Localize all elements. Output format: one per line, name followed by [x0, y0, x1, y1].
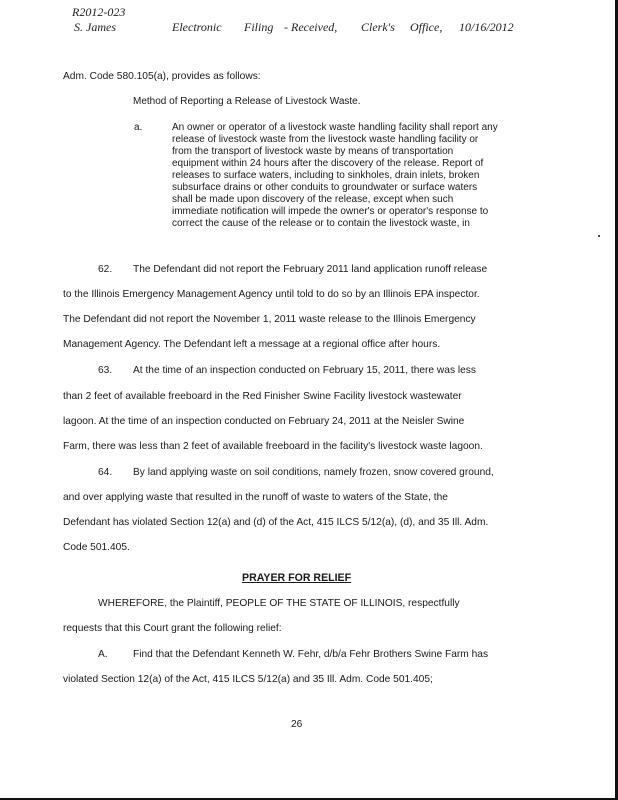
- relief-item-a: Find that the Defendant Kenneth W. Fehr, d/b/a Fehr Brothers Swine Farm has: [133, 649, 489, 660]
- relief-item-marker: A.: [98, 649, 108, 660]
- paragraph-line: Management Agency. The Defendant left a message at a regional office after hours.: [63, 339, 441, 350]
- paragraph-line: to the Illinois Emergency Management Agency until told to do so by an Illinois EPA inspector.: [63, 289, 480, 300]
- quote-item-marker: a.: [134, 122, 143, 133]
- paragraph-line: than 2 feet of available freeboard in the Red Finisher Swine Facility livestock wastewater: [63, 391, 462, 402]
- scan-mark: [598, 235, 600, 237]
- paragraph-line: and over applying waste that resulted in the runoff of waste to waters of the State, the: [63, 492, 448, 503]
- relief-item-a-continued: violated Section 12(a) of the Act, 415 ILCS 5/12(a) and 35 Ill. Adm. Code 501.405;: [63, 674, 433, 685]
- paragraph-line: The Defendant did not report the February 2011 land application runoff release: [133, 264, 488, 275]
- quote-line: releases to surface waters, including to sinkholes, drain inlets, broken: [172, 170, 480, 181]
- prayer-request: requests that this Court grant the following relief:: [63, 623, 282, 634]
- quote-line: equipment within 24 hours after the discovery of the release. Report of: [172, 158, 484, 169]
- quote-line: release of livestock waste from the livestock waste handling facility or: [172, 134, 479, 145]
- quote-line: from the transport of livestock waste by means of transportation: [172, 146, 454, 157]
- page-number: 26: [291, 719, 303, 730]
- stamp-received: - Received,: [284, 20, 338, 34]
- paragraph-line: Farm, there was less than 2 feet of available freeboard in the facility's livestock waste lagoon.: [63, 441, 483, 452]
- paragraph-line: The Defendant did not report the November 1, 2011 waste release to the Illinois Emergency: [63, 314, 476, 325]
- intro-line: Adm. Code 580.105(a), provides as follows:: [63, 71, 261, 82]
- quote-title: Method of Reporting a Release of Livestock Waste.: [133, 96, 361, 107]
- paragraph-line: Defendant has violated Section 12(a) and (d) of the Act, 415 ILCS 5/12(a), (d), and 35 Ill. Adm.: [63, 517, 489, 528]
- paragraph-line: lagoon. At the time of an inspection conducted on February 24, 2011 at the Neisler Swine: [63, 416, 465, 427]
- paragraph-number: 64.: [98, 467, 113, 478]
- quote-line: correct the cause of the release or to contain the livestock waste, in: [172, 218, 470, 229]
- paragraph-line: At the time of an inspection conducted on February 15, 2011, there was less: [133, 365, 476, 376]
- paragraph-line: Code 501.405.: [63, 542, 130, 553]
- stamp-clerks: Clerk's: [361, 20, 395, 34]
- quote-line: An owner or operator of a livestock waste handling facility shall report any: [172, 122, 498, 133]
- stamp-electronic: Electronic: [172, 20, 222, 34]
- clerk-name: S. James: [74, 20, 116, 34]
- paragraph-number: 62.: [98, 264, 113, 275]
- quote-line: shall be made upon discovery of the release, except when such: [172, 194, 454, 205]
- docket-number: R2012-023: [72, 5, 126, 19]
- prayer-heading: PRAYER FOR RELIEF: [242, 572, 352, 584]
- quote-line: subsurface drains or other conduits to groundwater or surface waters: [172, 182, 478, 193]
- filing-date: 10/16/2012: [459, 20, 514, 34]
- stamp-office: Office,: [410, 20, 443, 34]
- prayer-wherefore: WHEREFORE, the Plaintiff, PEOPLE OF THE STATE OF ILLINOIS, respectfully: [98, 598, 460, 609]
- paragraph-line: By land applying waste on soil conditions, namely frozen, snow covered ground,: [133, 467, 494, 478]
- quote-line: immediate notification will impede the owner's or operator's response to: [172, 206, 489, 217]
- stamp-filing: Filing: [244, 20, 274, 34]
- paragraph-number: 63.: [98, 365, 113, 376]
